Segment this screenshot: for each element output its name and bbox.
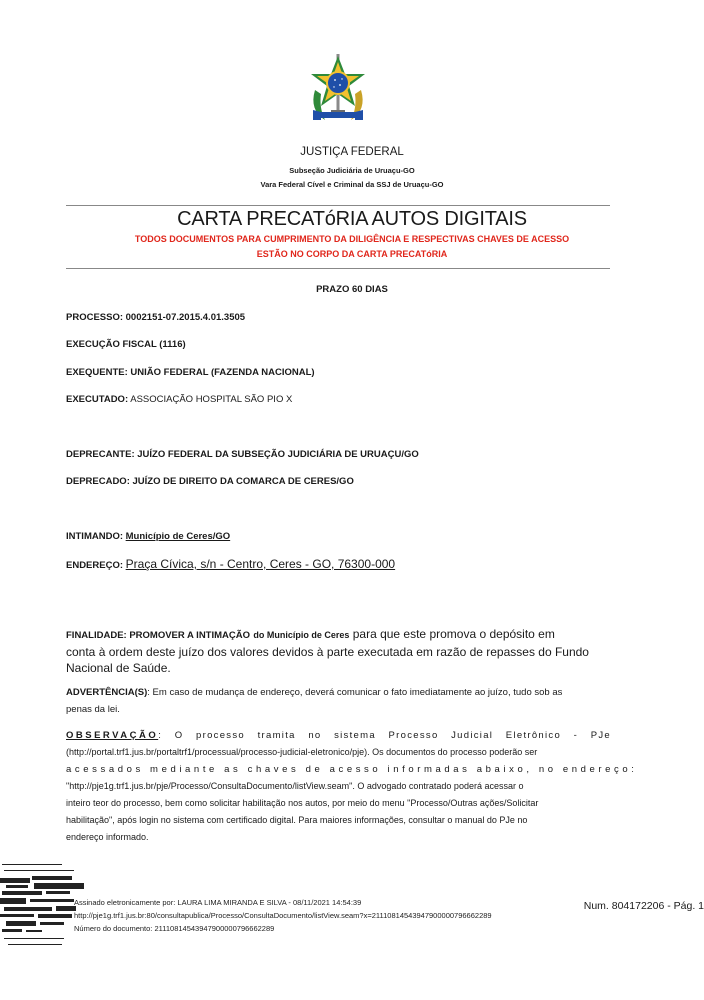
advertencia-paragraph bbox=[66, 684, 611, 718]
executado-value: ASSOCIAÇÃO HOSPITAL SÃO PIO X bbox=[130, 394, 293, 405]
footer-verification-url[interactable]: http://pje1g.trf1.jus.br:80/consultapublica/Processo/ConsultaDocumento/listView.seam?x=21110814543947900000796662289 bbox=[74, 911, 492, 920]
notice-line-1: TODOS DOCUMENTOS PARA CUMPRIMENTO DA DILIGÊNCIA E RESPECTIVAS CHAVES DE ACESSO bbox=[134, 234, 570, 244]
finalidade-line-2: conta à ordem deste juízo dos valores devidos à parte executada em razão de repasses do Fundo bbox=[66, 645, 589, 659]
deprecado: DEPRECADO: JUÍZO DE DIREITO DA COMARCA DE CERES/GO bbox=[66, 476, 354, 487]
processo-number: PROCESSO: 0002151-07.2015.4.01.3505 bbox=[66, 312, 246, 323]
org-name: JUSTIÇA FEDERAL bbox=[300, 146, 404, 158]
intimando-value: Município de Ceres/GO bbox=[125, 531, 231, 542]
finalidade-text-1: para que este promova o depósito em bbox=[352, 627, 555, 641]
finalidade-line-3: Nacional de Saúde. bbox=[66, 661, 171, 675]
advertencia-text-1: : Em caso de mudança de endereço, deverá comunicar o fato imediatamente ao juízo, tudo sob as bbox=[147, 687, 563, 698]
observacao-line-2: (http://portal.trf1.jus.br/portaltrf1/processual/processo-judicial-eletronico/pje). Os documentos do processo poderão ser bbox=[66, 747, 538, 757]
case-class: EXECUÇÃO FISCAL (1116) bbox=[66, 339, 186, 350]
observacao-line-6: habilitação", após login no sistema com certificado digital. Para maiores informações, consultar o manual do PJe no bbox=[66, 815, 528, 825]
page-number: Num. 804172206 - Pág. 1 bbox=[583, 900, 704, 912]
endereco-value: Praça Cívica, s/n - Centro, Ceres - GO, 76300-000 bbox=[125, 557, 396, 571]
observacao-line-5: inteiro teor do processo, bem como solicitar habilitação nos autos, por meio do menu "Processo/Outras ações/Solicitar bbox=[66, 798, 539, 808]
observacao-label: OBSERVAÇÃO bbox=[66, 730, 159, 741]
executado-label: EXECUTADO: bbox=[66, 394, 129, 405]
top-divider bbox=[66, 205, 610, 206]
bottom-divider bbox=[66, 268, 610, 269]
document-title: CARTA PRECATóRIA AUTOS DIGITAIS bbox=[177, 208, 527, 230]
finalidade-paragraph bbox=[66, 626, 611, 676]
subsection-name: Subseção Judiciária de Uruaçu-GO bbox=[289, 166, 415, 175]
coat-of-arms-emblem bbox=[303, 50, 373, 126]
footer-document-number: Número do documento: 21110814543947900000796662289 bbox=[74, 924, 275, 933]
footer-signed-by: Assinado eletronicamente por: LAURA LIMA MIRANDA E SILVA - 08/11/2021 14:54:39 bbox=[74, 898, 362, 907]
deadline: PRAZO 60 DIAS bbox=[316, 284, 388, 295]
exequente: EXEQUENTE: UNIÃO FEDERAL (FAZENDA NACIONAL) bbox=[66, 367, 315, 378]
executado bbox=[66, 394, 292, 405]
advertencia-line-2: penas da lei. bbox=[66, 704, 120, 715]
advertencia-line-1 bbox=[66, 684, 611, 701]
observacao-line-4: "http://pje1g.trf1.jus.br/pje/Processo/ConsultaDocumento/listView.seam". O advogado contratado poderá acessar o bbox=[66, 781, 524, 791]
finalidade-label: FINALIDADE: PROMOVER A INTIMAÇÃO bbox=[66, 630, 251, 641]
endereco-label: ENDEREÇO: bbox=[66, 560, 124, 571]
advertencia-label: ADVERTÊNCIA(S) bbox=[66, 687, 148, 698]
endereco bbox=[66, 557, 395, 571]
observacao-line-3: acessados mediante as chaves de acesso informadas abaixo, no endereço: bbox=[66, 764, 638, 775]
notice-line-2: ESTÃO NO CORPO DA CARTA PRECATóRIA bbox=[256, 249, 448, 259]
finalidade-target: do Município de Ceres bbox=[253, 630, 350, 640]
court-name: Vara Federal Cível e Criminal da SSJ de Uruaçu-GO bbox=[260, 180, 444, 189]
observacao-paragraph bbox=[66, 727, 638, 846]
observacao-line-1 bbox=[66, 727, 611, 744]
intimando-label: INTIMANDO: bbox=[66, 531, 123, 542]
intimando bbox=[66, 531, 230, 542]
observacao-text-1: : O processo tramita no sistema Processo Judicial Eletrônico - PJe bbox=[158, 730, 611, 741]
deprecante: DEPRECANTE: JUÍZO FEDERAL DA SUBSEÇÃO JUDICIÁRIA DE URUAÇU/GO bbox=[66, 449, 419, 460]
finalidade-line-1 bbox=[66, 626, 611, 644]
observacao-line-7: endereço informado. bbox=[66, 832, 149, 842]
